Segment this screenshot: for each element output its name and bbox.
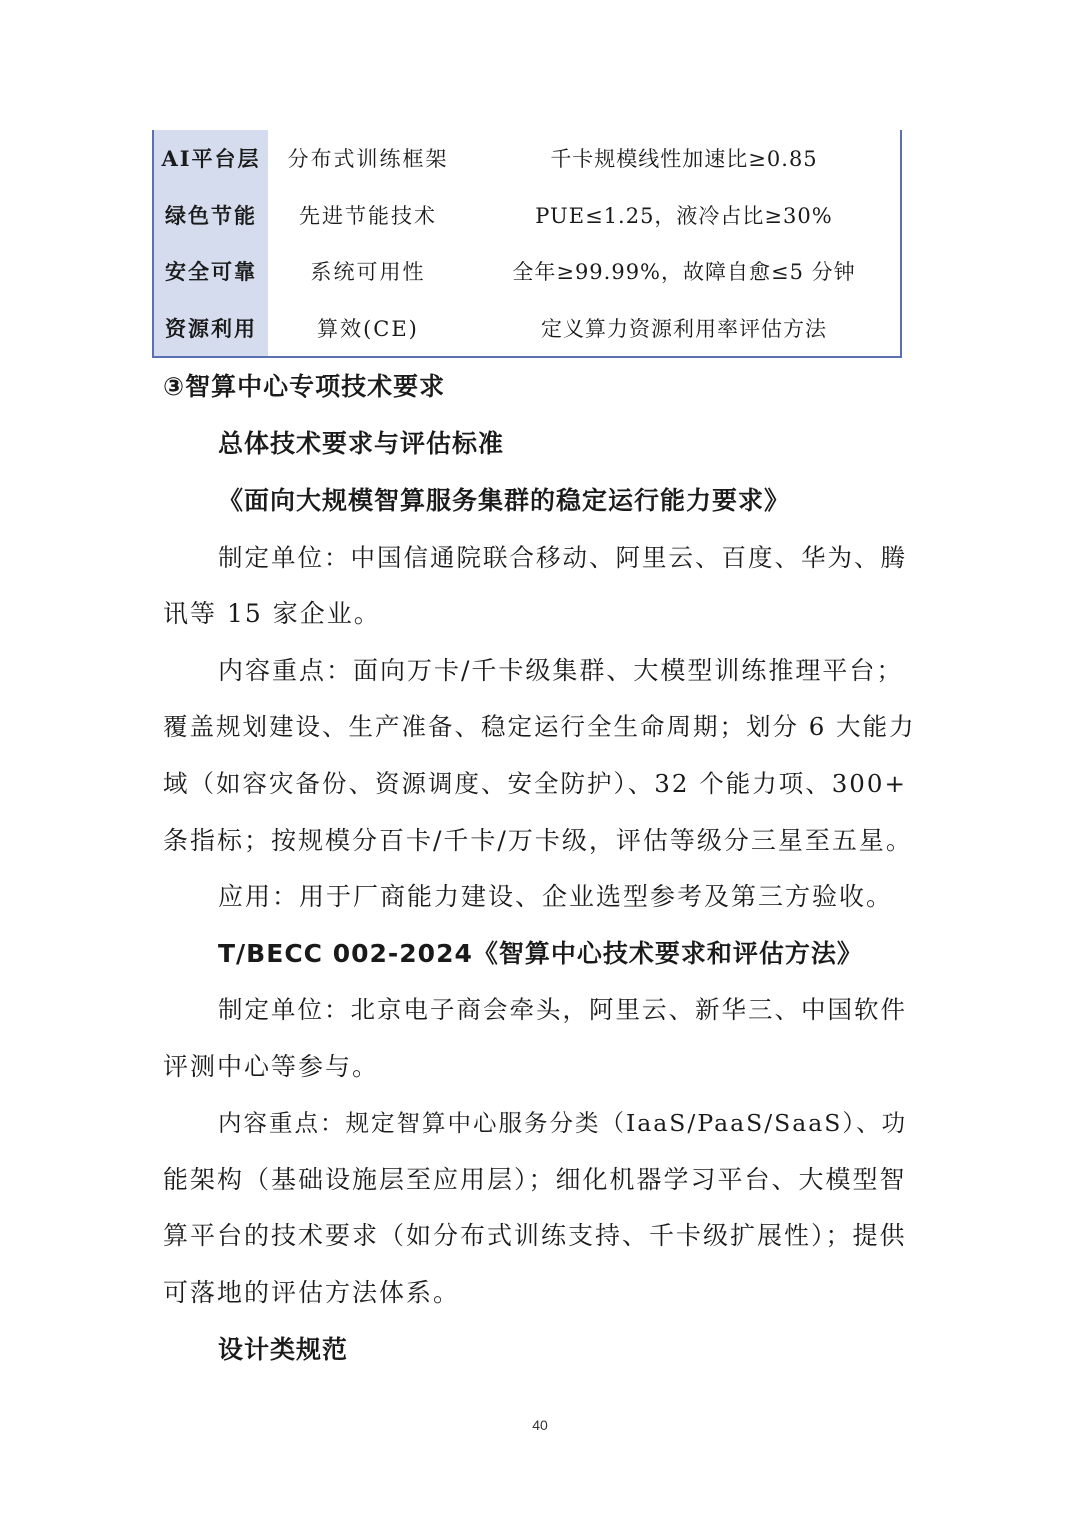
row-requirement: PUE≤1.25，液冷占比≥30% bbox=[535, 203, 833, 228]
standard1-maker-line: 制定单位：中国信通院联合移动、阿里云、百度、华为、腾 bbox=[218, 543, 907, 572]
standard2-content-line: 算平台的技术要求（如分布式训练支持、千卡级扩展性）；提供 bbox=[163, 1221, 907, 1250]
table-row bbox=[154, 300, 900, 357]
standard2-maker-line: 评测中心等参与。 bbox=[163, 1052, 380, 1081]
row-header: 绿色节能 bbox=[154, 187, 268, 244]
section-subtitle: 总体技术要求与评估标准 bbox=[218, 429, 505, 458]
row-item: 系统可用性 bbox=[310, 260, 426, 285]
row-item: 算效(CE) bbox=[317, 316, 419, 341]
page-number: 40 bbox=[532, 1417, 548, 1433]
standard1-content-line: 条指标；按规模分百卡/千卡/万卡级，评估等级分三星至五星。 bbox=[163, 826, 913, 855]
row-header: AI平台层 bbox=[154, 130, 268, 187]
row-item: 分布式训练框架 bbox=[287, 147, 449, 172]
section-title: ③智算中心专项技术要求 bbox=[163, 372, 446, 401]
standard2-maker-line: 制定单位：北京电子商会牵头，阿里云、新华三、中国软件 bbox=[218, 995, 907, 1024]
row-requirement: 定义算力资源利用率评估方法 bbox=[541, 316, 827, 341]
standard1-content-line: 域（如容灾备份、资源调度、安全防护）、32 个能力项、300+ bbox=[163, 769, 908, 798]
row-requirement: 千卡规模线性加速比≥0.85 bbox=[550, 147, 818, 172]
table-row bbox=[154, 243, 900, 300]
requirements-table bbox=[152, 130, 902, 358]
row-header: 资源利用 bbox=[154, 300, 268, 357]
table-row bbox=[154, 130, 900, 187]
standard1-title: 《面向大规模智算服务集群的稳定运行能力要求》 bbox=[218, 486, 791, 515]
row-requirement: 全年≥99.99%，故障自愈≤5 分钟 bbox=[512, 260, 856, 285]
table-row bbox=[154, 187, 900, 244]
standard1-content-line: 覆盖规划建设、生产准备、稳定运行全生命周期；划分 6 大能力 bbox=[163, 712, 916, 741]
standard1-maker-line: 讯等 15 家企业。 bbox=[163, 599, 381, 628]
standard1-content-line: 内容重点：面向万卡/千卡级集群、大模型训练推理平台； bbox=[218, 656, 904, 685]
row-item: 先进节能技术 bbox=[299, 203, 437, 228]
standard1-application: 应用：用于厂商能力建设、企业选型参考及第三方验收。 bbox=[218, 882, 894, 911]
standard2-content-line: 能架构（基础设施层至应用层）；细化机器学习平台、大模型智 bbox=[163, 1165, 907, 1194]
design-heading: 设计类规范 bbox=[218, 1335, 349, 1364]
standard2-content-line: 内容重点：规定智算中心服务分类（IaaS/PaaS/SaaS）、功 bbox=[218, 1109, 908, 1137]
standard2-content-line: 可落地的评估方法体系。 bbox=[163, 1278, 461, 1307]
standard2-title: T/BECC 002-2024《智算中心技术要求和评估方法》 bbox=[218, 939, 863, 968]
row-header: 安全可靠 bbox=[154, 243, 268, 300]
